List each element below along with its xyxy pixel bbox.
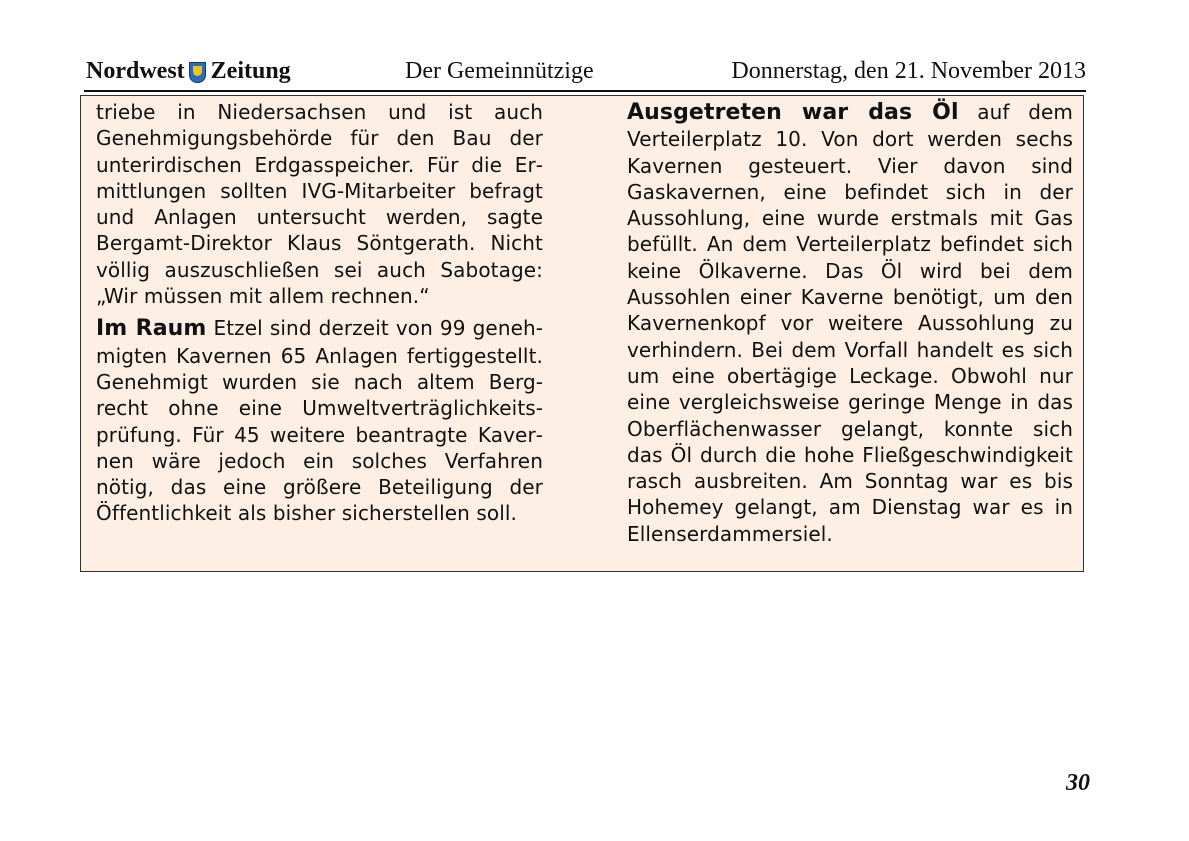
paragraph-lead: Ausgetreten war das Öl	[627, 100, 959, 125]
paragraph-body: auf dem Verteilerplatz 10. Von dort werden sechs Kavernen gesteuert. Vier davon sind Gaskavernen, eine befindet sich in der Aussohlung, eine wurde erstmals mit Gas befüllt. An dem Verteilerplatz befindet sich keine Ölkaverne. Das Öl wird bei dem Aussohlen einer Kaverne benötigt, um den Kavernenkopf vor weitere Aussohlung zu verhindern. Bei dem Vorfall handelt es sich um eine obertägige Leckage. Obwohl nur eine vergleichsweise geringe Menge in das Oberflächenwasser gelangt, konnte sich das Öl durch die hohe Fließgeschwindigkeit rasch ausbreiten. Am Sonntag war es bis Hohemey gelangt, am Dienstag war es in Ellenserdammersiel.	[627, 100, 1073, 546]
newspaper-name-part2: Zeitung	[210, 58, 291, 84]
paragraph-lead: Im Raum	[96, 316, 207, 342]
article-column-right	[627, 99, 1073, 547]
page-header	[84, 58, 1086, 88]
newspaper-name-part1: Nordwest	[86, 58, 185, 84]
article-column-left	[96, 99, 543, 527]
paragraph-body: Etzel sind derzeit von 99 genehmigten Kavernen 65 Anlagen fertiggestellt. Genehmigt wurden sie nach altem Bergrecht ohne eine Umweltverträglichkeitsprüfung. Für 45 weitere beantragte Kavernen wäre jedoch ein solches Verfahren nötig, das eine größere Beteiligung der Öffentlichkeit als bisher sicherstellen soll.	[96, 316, 543, 526]
page-number: 30	[1066, 770, 1090, 796]
section-title: Der Gemeinnützige	[405, 58, 594, 84]
paragraph	[627, 99, 1073, 547]
newspaper-masthead	[86, 58, 291, 85]
article-box	[80, 95, 1084, 572]
coat-of-arms-icon	[189, 62, 206, 83]
header-rule	[84, 90, 1086, 92]
issue-date: Donnerstag, den 21. November 2013	[731, 58, 1086, 84]
paragraph	[96, 315, 543, 526]
paragraph: triebe in Niedersachsen und ist auch Genehmigungsbehörde für den Bau der unterirdischen Erdgasspeicher. Für die Ermittlungen sollten IVG-Mitarbeiter befragt und Anlagen untersucht werden, sagte Bergamt-Direktor Klaus Söntgerath. Nicht völlig auszuschließen sei auch Sabotage: „Wir müssen mit allem rechnen.“	[96, 100, 543, 309]
